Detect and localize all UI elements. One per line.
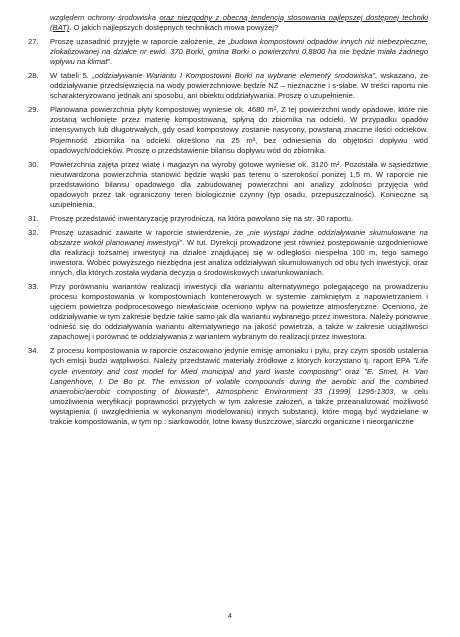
intro-text-3: . O jakich najlepszych dostępnych technikach mowa powyżej? bbox=[69, 23, 279, 33]
item-text: , w celu umożliwienia weryfikacji poprawności przyjętych w tym zakresie założeń, a także przeanalizować możliwość wystąpienia (i uwzględnienia w wykonanym modelowaniu) innych substancji, które mogą być wydzielane w trakcie kompostowania, w tym np.: siarkowodór, lotne kwasy tłuszczowe, siarczki organiczne i nieorganiczne bbox=[50, 386, 429, 426]
numbered-list bbox=[28, 37, 428, 427]
document-body bbox=[28, 13, 428, 431]
item-text: Proszę uzasadnić przyjęte w raporcie założenie, że „ bbox=[50, 37, 231, 47]
list-item bbox=[28, 346, 428, 426]
list-item bbox=[28, 228, 428, 278]
item-number: 27. bbox=[28, 37, 39, 47]
item-text: nie wystąpi żadne oddziaływanie skumulowane na obszarze wokół planowanej inwestycji bbox=[50, 227, 428, 247]
item-text: Planowana powierzchnia płyty kompostowej wyniesie ok. 4680 m², Z tej powierzchni wody opadowe, które nie zostaną wchłonięte przez materię kompostowaną, spłyną do zbiornika na odcieki. W przypadku opadów intensywnych lub długotrwałych, gdy osad kompostowy zostanie nasycony, powstaną znaczne ilości odcieków. Pojemność zbiornika na odcieki określono na 25 m³, bez odniesienia do objętości dopływu wód opadowych/odcieków. Proszę o przedstawienie bilansu dopływu wód do zbiornika. bbox=[50, 105, 428, 155]
item-number: 29. bbox=[28, 105, 39, 115]
page-number: 4 bbox=[228, 613, 232, 620]
item-text: , wskazano, że oddziaływanie przedsięwzięcia na wody powierzchniowe będzie NZ – nieznaczne i s-słabe. W treści raportu nie scharakteryzowano jednak ani sposobu, ani obiektu oddziaływania. Proszę o uzupełnienie. bbox=[50, 71, 429, 101]
item-text: Z procesu kompostowania w raporcie oszacowano jedynie emisję amoniaku i pyłu, przy czym sposób ustalenia tych emisji budzi wątpliwości. Należy przedstawić materiały źródłowe z których korzystano tj. raport EPA bbox=[50, 346, 428, 366]
item-text: oraz bbox=[340, 366, 365, 376]
list-item bbox=[28, 214, 428, 224]
item-number: 34. bbox=[28, 346, 39, 356]
item-text: budowa kompostowni odpadów innych niż niebezpieczne, zlokalizowanej na działce nr ewid. 370 Borki, gmina Borki o powierzchni 0,8800 ha nie będzie miała żadnego wpływu na klimat bbox=[50, 37, 429, 67]
intro-paragraph bbox=[50, 13, 428, 33]
item-text: ”. bbox=[107, 57, 113, 67]
list-item bbox=[28, 282, 428, 342]
item-number: 31. bbox=[28, 213, 39, 223]
list-item bbox=[28, 71, 428, 101]
list-item bbox=[28, 160, 428, 210]
item-number: 28. bbox=[28, 71, 39, 81]
list-item bbox=[28, 105, 428, 155]
item-number: 32. bbox=[28, 227, 39, 237]
item-text: Proszę przedstawić inwentaryzację przyrodniczą, na która powołano się na str. 30 raportu. bbox=[50, 213, 354, 223]
item-text: „oddziaływanie Wariantu I Kompostowni Borki na wybrane elementy środowiska” bbox=[92, 71, 375, 81]
intro-text-1: względem ochrony środowiska bbox=[50, 13, 160, 22]
item-text: W tabeli 5. bbox=[50, 71, 93, 81]
item-text: "E. Smet, H. Van Langenhove, I. De Bo pt. The emission of volatile compounds during the aerobic and the combined anaerobic/aerobic composting of biowaste", Atmospheric Environment 33 (1999) 1295-1303 bbox=[50, 366, 429, 396]
list-item bbox=[28, 37, 428, 67]
intro-text-underlined: oraz niezgodny z obecną tendencją stosowania najlepszej dostępnej techniki (BAT) bbox=[50, 13, 429, 33]
item-number: 30. bbox=[28, 159, 39, 169]
item-text: ”. W tut. Dyrekcji prowadzone jest również postępowanie uzgodnieniowe dla realizacji tożsamej inwestycji na działce znajdującej się w odległości niespełna 100 m, tego samego inwestora. Wobec powyższego niezbędna jest analiza oddziaływań skumulowanych od obu tych inwestycji, oraz innych, dla których została wydana decyzja o środowiskowych uwarunkowaniach. bbox=[50, 237, 428, 278]
item-number: 33. bbox=[28, 282, 39, 292]
item-text: Przy porównaniu wariantów realizacji inwestycji dla wariantu alternatywnego polegającego na prowadzeniu procesu kompostowania w kompostowniach kontenerowych w systemie zamkniętym z napowietrzaniem i ujęciem powietrza podprocesowego niewłaściwie oceniono wpływ na powietrze atmosferyczne. Oceniono, że oddziaływanie w tym zakresie będzie takie samo jak dla wariantu wybranego przez inwestora. Należy ponownie odnieść się do oddziaływania wariantu alternatywnego na jakość powietrza, a także w zakresie uciążliwości zapachowej i porównać te oddziaływania z wariantem wybranym do realizacji przez inwestora. bbox=[50, 282, 428, 342]
item-text: Proszę uzasadnić zawarte w raporcie stwierdzenie, że „ bbox=[50, 227, 250, 237]
item-text: Powierzchnia zajęta przez wiatę i magazyn na wyroby gotowe wyniesie ok. 3120 m². Pozostała w sąsiedztwie nieutwardzona powierzchnia stanowić będzie wąski pas terenu o szerokości poniżej 1,5 m. W raporcie nie przedstawiono bilansu opadowego dla zabudowanej powierzchni ani analizy zdolności przyjęcia wód opadowych przez tak ograniczony teren biologicznie czynny (typ osadu, przepuszczalność). Konieczne są uzupełnienia. bbox=[50, 159, 428, 209]
item-text: "Life cycle inventory and cost model for Mied municipal and yard waste composting" bbox=[50, 356, 428, 376]
